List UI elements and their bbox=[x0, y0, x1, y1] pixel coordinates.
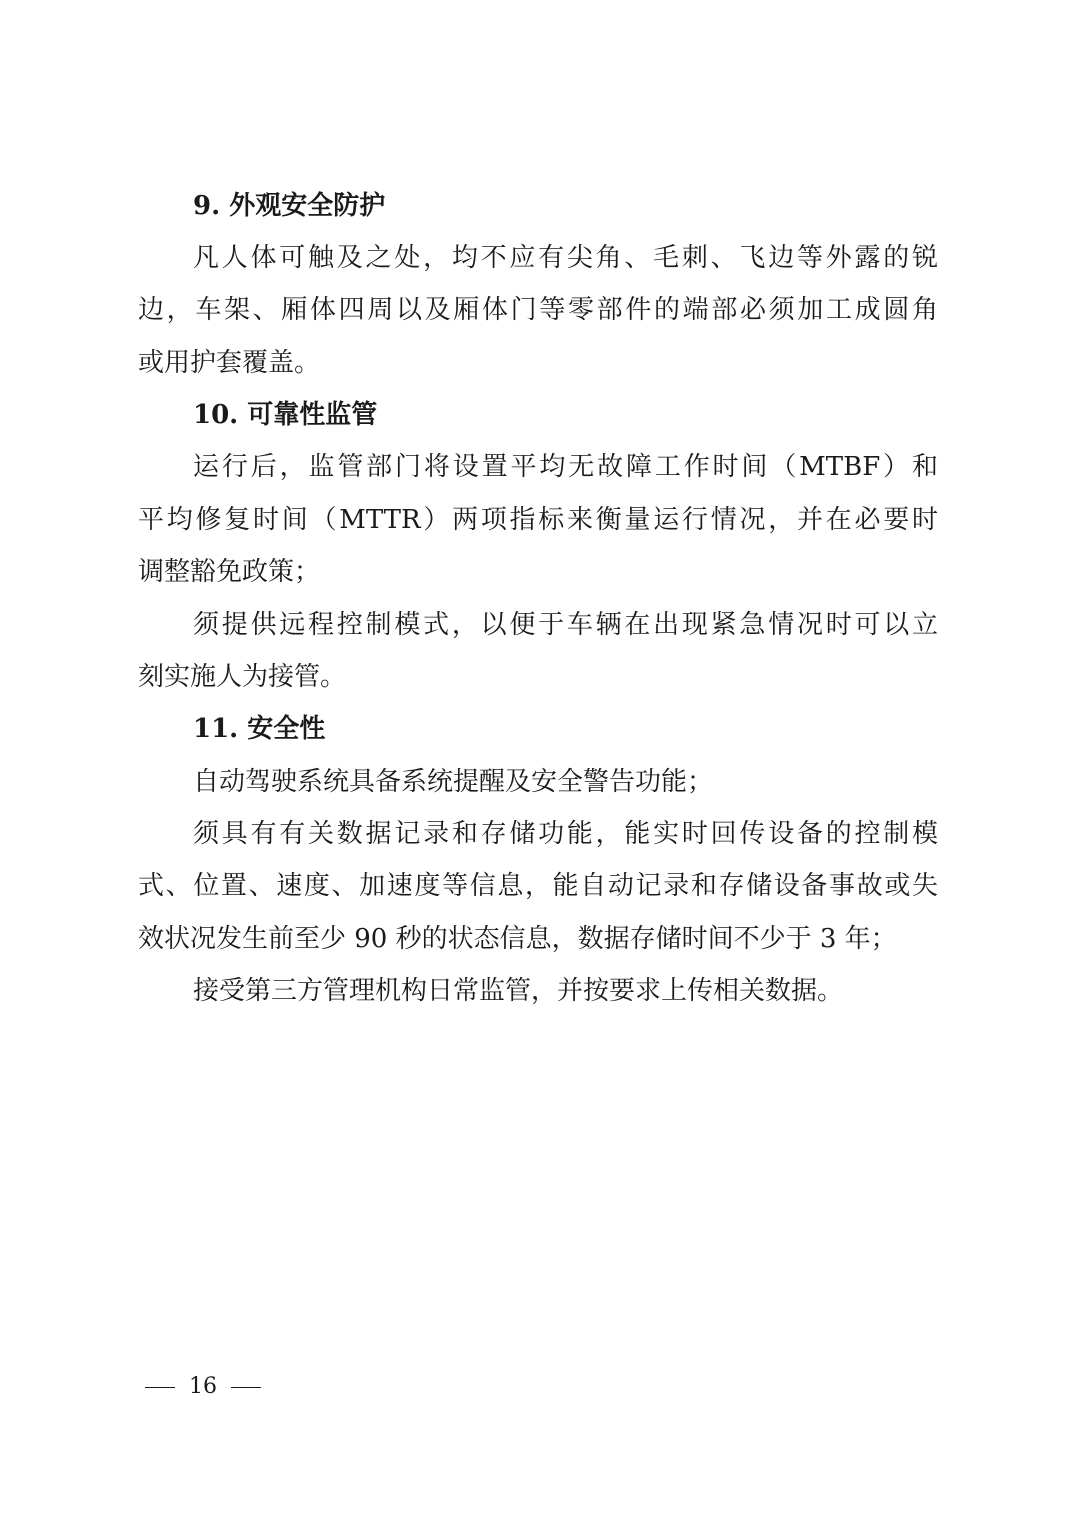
paragraph-line: 须具有有关数据记录和存储功能，能实时回传设备的控制模 bbox=[193, 819, 938, 849]
paragraph-line: 式、位置、速度、加速度等信息，能自动记录和存储设备事故或失 bbox=[138, 871, 938, 901]
paragraph-line: 边，车架、厢体四周以及厢体门等零部件的端部必须加工成圆角 bbox=[138, 295, 938, 325]
paragraph-line: 凡人体可触及之处，均不应有尖角、毛刺、飞边等外露的锐 bbox=[193, 243, 938, 273]
section-heading-11: 11. 安全性 bbox=[193, 714, 326, 744]
page-number: 16 bbox=[189, 1374, 217, 1399]
footer-dash-left bbox=[145, 1387, 175, 1388]
paragraph-line: 或用护套覆盖。 bbox=[138, 348, 321, 378]
paragraph-line: 须提供远程控制模式，以便于车辆在出现紧急情况时可以立 bbox=[193, 610, 938, 640]
paragraph-line: 刻实施人为接管。 bbox=[138, 662, 347, 692]
section-heading-10: 10. 可靠性监管 bbox=[193, 400, 378, 430]
page-footer bbox=[145, 1372, 945, 1402]
footer-dash-right bbox=[231, 1387, 261, 1388]
paragraph-line: 接受第三方管理机构日常监管，并按要求上传相关数据。 bbox=[193, 976, 844, 1006]
paragraph-line: 调整豁免政策； bbox=[138, 557, 321, 587]
paragraph-line: 平均修复时间（MTTR）两项指标来衡量运行情况，并在必要时 bbox=[138, 505, 938, 535]
paragraph-line: 效状况发生前至少 90 秒的状态信息，数据存储时间不少于 3 年； bbox=[138, 924, 897, 954]
paragraph-line: 运行后，监管部门将设置平均无故障工作时间（MTBF）和 bbox=[193, 452, 938, 482]
paragraph-line: 自动驾驶系统具备系统提醒及安全警告功能； bbox=[193, 767, 714, 797]
section-heading-9: 9. 外观安全防护 bbox=[193, 191, 386, 221]
